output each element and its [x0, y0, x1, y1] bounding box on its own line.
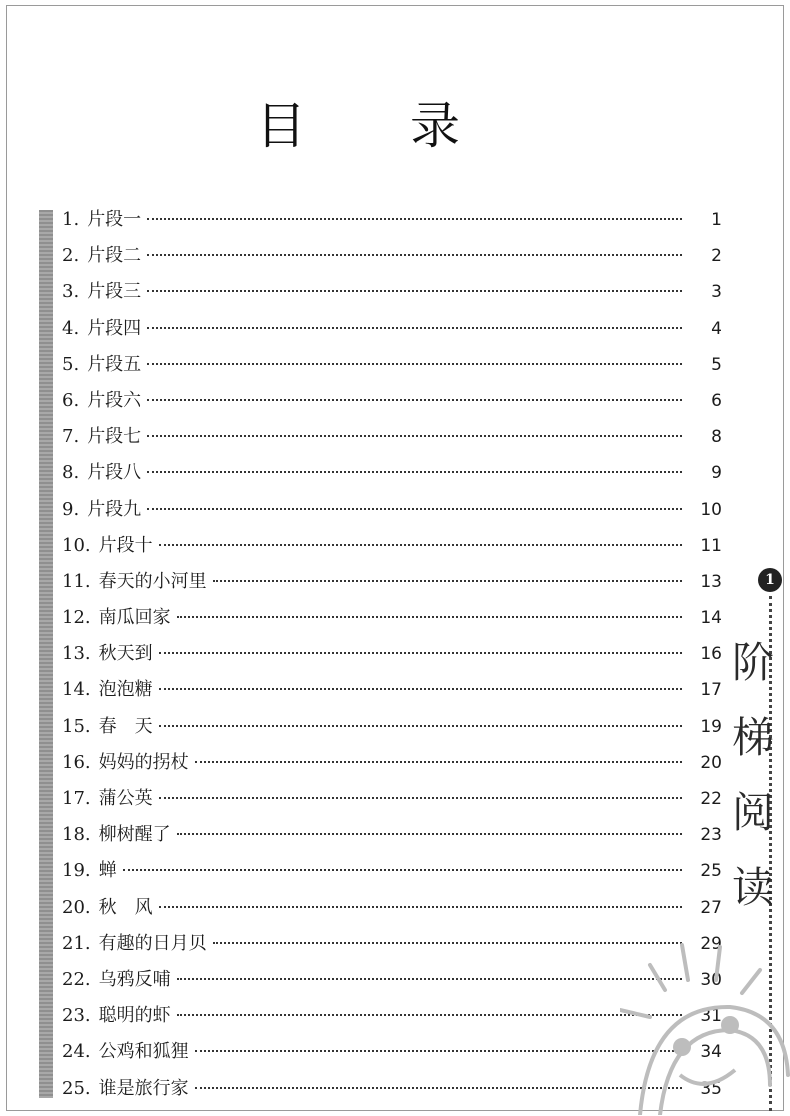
- toc-leader-dots: [147, 254, 682, 256]
- toc-entry[interactable]: [62, 636, 722, 672]
- toc-leader-dots: [123, 869, 682, 871]
- toc-entry[interactable]: [62, 890, 722, 926]
- series-char: 读: [731, 863, 774, 912]
- toc-entry[interactable]: [62, 311, 722, 347]
- toc-entry-page: 8: [711, 427, 722, 448]
- toc-leader-dots: [147, 471, 682, 473]
- toc-leader-dots: [147, 218, 682, 220]
- toc-entry-number: 12.: [62, 607, 91, 629]
- decorative-side-bar: [39, 210, 53, 1098]
- toc-entry-page: 1: [711, 210, 722, 230]
- toc-entry[interactable]: [62, 202, 722, 238]
- toc-entry[interactable]: [62, 528, 722, 564]
- toc-entry-page: 3: [711, 282, 722, 303]
- toc-entry-title: 片段三: [87, 281, 142, 303]
- toc-leader-dots: [147, 327, 682, 329]
- series-char: 阶: [731, 638, 774, 687]
- toc-entry-page: 9: [711, 463, 722, 484]
- toc-entry-title: 片段二: [87, 245, 142, 267]
- toc-leader-dots: [195, 1087, 682, 1089]
- toc-leader-dots: [195, 1050, 682, 1052]
- toc-entry-number: 5.: [62, 353, 80, 375]
- toc-leader-dots: [213, 580, 682, 582]
- toc-leader-dots: [177, 616, 682, 618]
- toc-entry-page: 10: [700, 499, 722, 520]
- toc-entry-number: 17.: [62, 788, 91, 809]
- toc-entry[interactable]: [62, 600, 722, 636]
- page-title: 目 录: [256, 97, 504, 155]
- toc-entry-number: 2.: [62, 245, 80, 267]
- toc-entry-title: 秋 风: [98, 896, 153, 918]
- toc-leader-dots: [159, 906, 682, 908]
- toc-entry-number: 25.: [62, 1077, 91, 1099]
- toc-entry-page: 4: [711, 318, 722, 339]
- toc-entry-page: 27: [700, 897, 722, 918]
- toc-leader-dots: [159, 652, 682, 654]
- toc-entry-title: 公鸡和狐狸: [98, 1041, 189, 1063]
- toc-entry-title: 片段一: [87, 209, 142, 230]
- toc-leader-dots: [147, 399, 682, 401]
- toc-leader-dots: [147, 508, 682, 510]
- toc-entry-number: 23.: [62, 1005, 91, 1027]
- toc-entry-page: 34: [700, 1042, 722, 1063]
- toc-entry-page: 22: [700, 789, 722, 809]
- toc-entry[interactable]: [62, 817, 722, 853]
- toc-entry-title: 片段八: [87, 462, 142, 484]
- toc-entry-number: 9.: [62, 498, 80, 520]
- toc-entry-title: 蝉: [98, 860, 117, 882]
- toc-entry[interactable]: [62, 238, 722, 274]
- toc-entry[interactable]: [62, 455, 722, 491]
- toc-entry-number: 13.: [62, 643, 91, 665]
- toc-entry-page: 16: [700, 644, 722, 665]
- toc-leader-dots: [177, 978, 682, 980]
- toc-entry-page: 30: [700, 969, 722, 990]
- sun-illustration-icon: [620, 935, 790, 1115]
- toc-entry-title: 乌鸦反哺: [98, 968, 171, 990]
- toc-entry-title: 片段六: [87, 389, 142, 411]
- toc-entry-number: 19.: [62, 860, 91, 882]
- toc-entry-title: 妈妈的拐杖: [98, 751, 189, 773]
- toc-entry-title: 有趣的日月贝: [98, 932, 207, 954]
- toc-entry-title: 春 天: [98, 715, 153, 737]
- toc-entry-number: 8.: [62, 462, 80, 484]
- toc-entry-number: 4.: [62, 317, 80, 339]
- toc-leader-dots: [177, 1014, 682, 1016]
- toc-entry[interactable]: [62, 853, 722, 889]
- toc-leader-dots: [177, 833, 682, 835]
- toc-entry-title: 秋天到: [98, 643, 153, 665]
- toc-entry-title: 泡泡糖: [98, 679, 153, 701]
- toc-leader-dots: [159, 688, 682, 690]
- toc-entry[interactable]: [62, 709, 722, 745]
- toc-entry-number: 10.: [62, 534, 91, 556]
- toc-entry-page: 35: [700, 1078, 722, 1099]
- toc-leader-dots: [147, 290, 682, 292]
- toc-entry[interactable]: [62, 347, 722, 383]
- toc-leader-dots: [159, 544, 682, 546]
- toc-entry-number: 6.: [62, 389, 80, 411]
- toc-entry-title: 片段七: [87, 426, 142, 448]
- toc-entry-page: 11: [700, 535, 722, 556]
- toc-entry-page: 17: [700, 680, 722, 701]
- toc-entry-number: 7.: [62, 426, 80, 448]
- toc-entry[interactable]: [62, 419, 722, 455]
- series-char: 阅: [731, 788, 774, 837]
- toc-entry-title: 柳树醒了: [98, 824, 171, 846]
- toc-entry-title: 谁是旅行家: [98, 1077, 189, 1099]
- toc-entry-number: 3.: [62, 281, 80, 303]
- toc-entry-title: 片段五: [87, 353, 142, 375]
- toc-entry[interactable]: [62, 781, 722, 817]
- toc-entry[interactable]: [62, 274, 722, 310]
- toc-entry-number: 11.: [62, 570, 91, 592]
- toc-entry-number: 18.: [62, 824, 91, 846]
- toc-entry-number: 22.: [62, 968, 91, 990]
- toc-entry-page: 19: [700, 716, 722, 737]
- toc-entry-page: 25: [700, 861, 722, 882]
- toc-entry[interactable]: [62, 564, 722, 600]
- toc-entry-number: 15.: [62, 715, 91, 737]
- toc-entry-title: 蒲公英: [98, 788, 153, 809]
- toc-entry-title: 聪明的虾: [98, 1005, 171, 1027]
- toc-entry-title: 片段四: [87, 317, 142, 339]
- toc-entry-title: 片段九: [87, 498, 142, 520]
- toc-entry-page: 5: [711, 354, 722, 375]
- toc-entry-number: 1.: [62, 209, 80, 230]
- toc-entry-page: 13: [700, 571, 722, 592]
- toc-entry[interactable]: [62, 383, 722, 419]
- toc-leader-dots: [147, 435, 682, 437]
- toc-entry-title: 春天的小河里: [98, 570, 207, 592]
- toc-leader-dots: [159, 725, 682, 727]
- toc-leader-dots: [147, 363, 682, 365]
- toc-entry-number: 16.: [62, 751, 91, 773]
- toc-entry-number: 24.: [62, 1041, 91, 1063]
- toc-entry-page: 14: [700, 608, 722, 629]
- toc-leader-dots: [195, 761, 682, 763]
- toc-entry-page: 23: [700, 825, 722, 846]
- toc-entry-page: 20: [700, 752, 722, 773]
- toc-entry-title: 南瓜回家: [98, 607, 171, 629]
- toc-leader-dots: [213, 942, 682, 944]
- page-number-badge: 1: [758, 568, 782, 592]
- toc-entry[interactable]: [62, 745, 722, 781]
- toc-entry-page: 31: [700, 1006, 722, 1027]
- toc-entry-number: 20.: [62, 896, 91, 918]
- toc-entry-page: 6: [711, 390, 722, 411]
- toc-entry[interactable]: [62, 672, 722, 708]
- toc-leader-dots: [159, 797, 682, 799]
- toc-entry[interactable]: [62, 492, 722, 528]
- toc-entry-number: 14.: [62, 679, 91, 701]
- series-char: 梯: [731, 713, 774, 762]
- toc-entry-title: 片段十: [98, 534, 153, 556]
- toc-entry-page: 2: [711, 246, 722, 267]
- toc-entry-page: 29: [700, 933, 722, 954]
- toc-entry-number: 21.: [62, 932, 91, 954]
